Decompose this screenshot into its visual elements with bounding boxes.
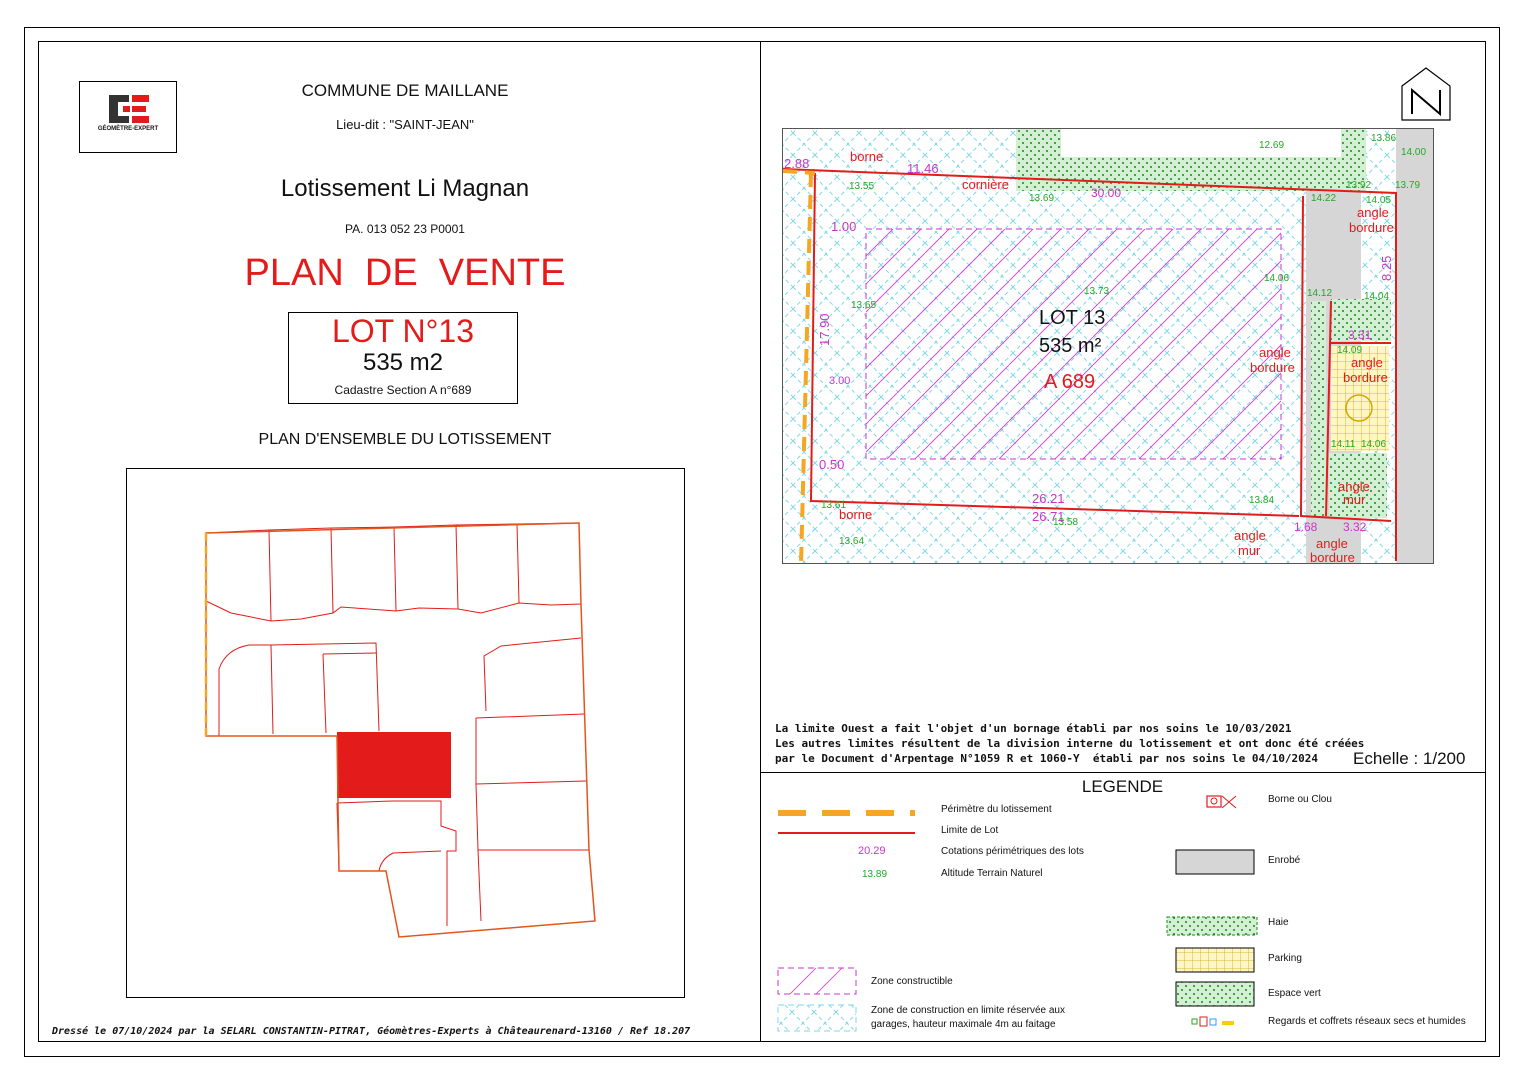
legend-zone-constructible: Zone constructible	[871, 976, 953, 987]
dim-1: 1.00	[831, 219, 857, 234]
label-mur-1: mur	[1343, 492, 1366, 507]
alt-9: 13.84	[1249, 495, 1275, 506]
label-angle-2: angle	[1259, 345, 1291, 360]
legend-zone-garage-1: Zone de construction en limite réservée aux	[871, 1005, 1065, 1016]
legend-title: LEGENDE	[1081, 777, 1164, 796]
legend-espace-vert: Espace vert	[1268, 988, 1321, 999]
panel-divider	[760, 41, 761, 1042]
lotissement-name: Lotissement Li Magnan	[280, 175, 530, 202]
label-angle-5: angle	[1234, 528, 1266, 543]
dim-west: 17.90	[817, 313, 832, 346]
alt-10: 13.58	[1053, 517, 1079, 528]
lieu-dit: Lieu-dit : "SAINT-JEAN"	[336, 117, 474, 132]
logo-text: GÉOMÈTRE-EXPERT	[97, 126, 159, 132]
alt-12: 13.64	[839, 536, 865, 547]
legend-divider	[761, 772, 1486, 773]
alt-8: 14.06	[1361, 439, 1387, 450]
label-bordure-4: bordure	[1310, 550, 1355, 564]
north-arrow-icon	[1400, 66, 1452, 122]
label-angle-3: angle	[1351, 355, 1383, 370]
label-borne-sw: borne	[839, 507, 873, 522]
overview-plan	[126, 468, 685, 998]
legend-cotation-sample: 20.29	[858, 845, 886, 857]
dim-5: 3.31	[1348, 328, 1372, 342]
dim-3: 2.88	[784, 156, 810, 171]
lot-cadastre: Cadastre Section A n°689	[334, 383, 472, 397]
lot-area: 535 m2	[362, 349, 444, 376]
label-bordure-3: bordure	[1343, 370, 1388, 385]
alt-5: 14.04	[1364, 291, 1390, 302]
alt-13: 13.69	[1029, 193, 1055, 204]
scale-label: Echelle : 1/200	[1353, 749, 1466, 768]
label-mur-2: mur	[1238, 543, 1261, 558]
note-line-3: par le Document d'Arpentage N°1059 R et 1060-Y établi par nos soins le 04/10/2024	[775, 752, 1319, 765]
dim-8: 30.00	[1091, 186, 1122, 200]
legend-limite: Limite de Lot	[941, 825, 999, 836]
detail-plan	[782, 128, 1434, 564]
permit-number: PA. 013 052 23 P0001	[345, 222, 465, 236]
legend-zone-garage-2: garages, hauteur maximale 4m au faitage	[871, 1019, 1056, 1030]
alt-20: 14.22	[1311, 193, 1337, 204]
legend-cotations: Cotations périmétriques des lots	[941, 846, 1084, 857]
alt-11: 13.61	[821, 500, 847, 511]
lot-label: LOT 13	[1039, 307, 1106, 329]
alt-2: 13.65	[851, 300, 877, 311]
footer-credit: Dressé le 07/10/2024 par la SELARL CONSTANTIN-PITRAT, Géomètres-Experts à Châteaurenard-13160 / Ref 18.207	[52, 1026, 691, 1037]
plan-title: PLAN DE VENTE	[244, 252, 566, 294]
legend-altitude: Altitude Terrain Naturel	[941, 868, 1043, 879]
logo-box	[79, 81, 177, 153]
legend-symbols	[770, 790, 1480, 1040]
legend-altitude-sample: 13.89	[862, 869, 888, 880]
label-bordure-1: bordure	[1349, 220, 1394, 235]
lot-number: LOT N°13	[331, 313, 475, 349]
overview-svg	[127, 469, 684, 997]
legend-perimetre: Périmètre du lotissement	[941, 804, 1052, 815]
detail-svg	[783, 129, 1434, 564]
alt-19: 13.79	[1395, 180, 1421, 191]
dim-7: 3.00	[829, 375, 851, 387]
label-angle-6: angle	[1316, 536, 1348, 551]
alt-1: 13.73	[1084, 286, 1110, 297]
lot-area-label: 535 m²	[1039, 335, 1102, 357]
alt-6: 14.09	[1337, 345, 1363, 356]
dim-south-1: 26.21	[1032, 491, 1065, 506]
label-borne-nw: borne	[850, 149, 884, 164]
label-bordure-2: bordure	[1250, 360, 1295, 375]
label-angle-1: angle	[1357, 205, 1389, 220]
note-line-2: Les autres limites résultent de la division interne du lotissement et ont donc été créées	[775, 737, 1365, 750]
label-corniere: cornière	[962, 177, 1009, 192]
legend-parking: Parking	[1268, 953, 1302, 964]
lot-box	[288, 312, 518, 404]
ge-logo-icon	[80, 82, 176, 152]
dim-2: 0.50	[819, 457, 845, 472]
dim-east: 8.25	[1379, 255, 1394, 281]
note-line-1: La limite Ouest a fait l'objet d'un bornage établi par nos soins le 10/03/2021	[775, 722, 1292, 735]
label-angle-4: angle	[1338, 479, 1370, 494]
alt-4: 14.12	[1307, 288, 1333, 299]
alt-18: 13.92	[1346, 180, 1372, 191]
alt-0: 13.55	[849, 181, 875, 192]
alt-17: 14.05	[1366, 195, 1392, 206]
legend-regards: Regards et coffrets réseaux secs et humides	[1268, 1016, 1466, 1027]
parcel-label: A 689	[1044, 371, 1096, 393]
legend-enrobe: Enrobé	[1268, 855, 1301, 866]
dim-6: 3.32	[1343, 520, 1367, 534]
alt-15: 13.86	[1371, 133, 1397, 144]
alt-7: 14.11	[1331, 439, 1356, 450]
dim-south-2: 26.71	[1032, 509, 1065, 524]
alt-3: 14.06	[1264, 273, 1290, 284]
legend-haie: Haie	[1268, 917, 1289, 928]
alt-14: 12.69	[1259, 140, 1285, 151]
overview-title: PLAN D'ENSEMBLE DU LOTISSEMENT	[258, 431, 552, 448]
commune-title: COMMUNE DE MAILLANE	[301, 81, 509, 100]
dim-north: 11.46	[907, 161, 939, 176]
alt-16: 14.00	[1401, 147, 1427, 158]
dim-4: 1.68	[1294, 520, 1318, 534]
legend-borne: Borne ou Clou	[1268, 794, 1332, 805]
